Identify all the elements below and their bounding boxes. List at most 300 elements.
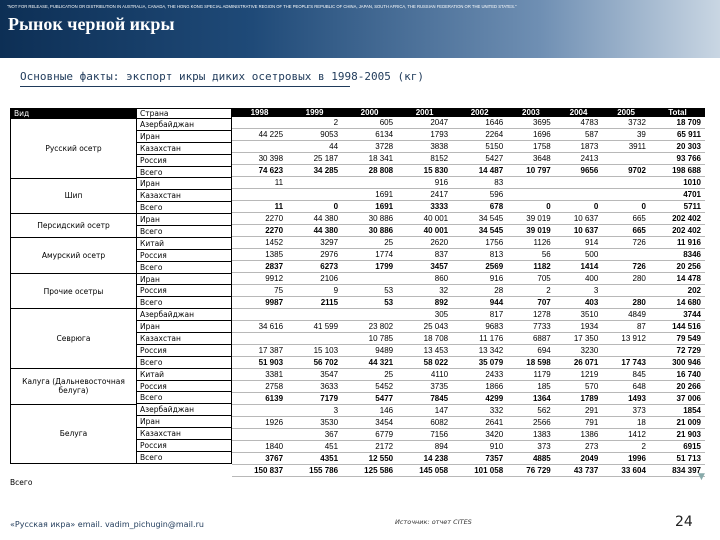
- grand-total-cell: 43 737: [555, 465, 603, 477]
- value-cell: 665: [602, 213, 650, 225]
- species-cell: Севрюга: [11, 308, 136, 368]
- value-cell: 570: [555, 381, 603, 393]
- value-cell: 3420: [452, 429, 507, 441]
- value-cell: 25 187: [287, 153, 342, 165]
- value-cell: 44: [287, 141, 342, 153]
- value-cell: [287, 309, 342, 321]
- value-cell: 3457: [397, 261, 452, 273]
- value-cell: 5427: [452, 153, 507, 165]
- value-cell: 21 009: [650, 417, 705, 429]
- subtotal-row: [232, 297, 705, 309]
- value-cell: 2: [507, 285, 555, 297]
- country-cell: Иран: [137, 130, 231, 142]
- value-cell: [602, 249, 650, 261]
- table-row: [232, 189, 705, 201]
- value-cell: 6779: [342, 429, 397, 441]
- table-row: [232, 309, 705, 321]
- value-cell: 0: [555, 201, 603, 213]
- value-cell: 3732: [602, 117, 650, 129]
- value-cell: 34 285: [287, 165, 342, 177]
- country-column: [137, 108, 232, 464]
- table-row: [232, 249, 705, 261]
- value-cell: 2270: [232, 213, 287, 225]
- value-cell: 65 911: [650, 129, 705, 141]
- value-cell: 14 238: [397, 453, 452, 465]
- value-cell: 202: [650, 285, 705, 297]
- value-cell: 13 342: [452, 345, 507, 357]
- grand-total-cell: 101 058: [452, 465, 507, 477]
- value-cell: 30 886: [342, 225, 397, 237]
- value-cell: 300 946: [650, 357, 705, 369]
- value-cell: 2172: [342, 441, 397, 453]
- species-cell: Калуга (Дальневосточная белуга): [11, 368, 136, 404]
- value-cell: [342, 309, 397, 321]
- country-cell: Азербайджан: [137, 118, 231, 130]
- country-cell: Россия: [137, 344, 231, 356]
- value-cell: 914: [555, 237, 603, 249]
- value-cell: [342, 273, 397, 285]
- year-header: 2003: [507, 108, 555, 117]
- value-cell: 2758: [232, 381, 287, 393]
- value-cell: 2417: [397, 189, 452, 201]
- value-cell: 53: [342, 285, 397, 297]
- scroll-down-icon[interactable]: ▼: [698, 472, 705, 482]
- value-cell: 3510: [555, 309, 603, 321]
- value-cell: 14 478: [650, 273, 705, 285]
- grand-total-cell: 155 786: [287, 465, 342, 477]
- value-cell: 93 766: [650, 153, 705, 165]
- value-cell: 15 103: [287, 345, 342, 357]
- country-cell: Всего: [137, 391, 231, 403]
- value-cell: 705: [507, 273, 555, 285]
- subtotal-row: [232, 357, 705, 369]
- value-cell: 1691: [342, 201, 397, 213]
- value-cell: 1840: [232, 441, 287, 453]
- value-cell: 1364: [507, 393, 555, 405]
- value-cell: 14 487: [452, 165, 507, 177]
- species-cell: Амурский осетр: [11, 237, 136, 273]
- value-cell: 6915: [650, 441, 705, 453]
- value-cell: 44 321: [342, 357, 397, 369]
- value-cell: 4299: [452, 393, 507, 405]
- country-cell: Россия: [137, 380, 231, 392]
- value-cell: 41 599: [287, 321, 342, 333]
- year-header: 2001: [397, 108, 452, 117]
- value-cell: 291: [555, 405, 603, 417]
- value-cell: [342, 177, 397, 189]
- value-cell: 860: [397, 273, 452, 285]
- year-header: 2005: [602, 108, 650, 117]
- value-cell: 1412: [602, 429, 650, 441]
- value-cell: 1696: [507, 129, 555, 141]
- value-cell: 144 516: [650, 321, 705, 333]
- value-cell: 892: [397, 297, 452, 309]
- value-cell: 39 019: [507, 225, 555, 237]
- value-cell: 1996: [602, 453, 650, 465]
- year-header: 1998: [232, 108, 287, 117]
- country-cell: Всего: [137, 225, 231, 237]
- subtitle: Основные факты: экспорт икры диких осетровых в 1998-2005 (кг): [20, 70, 424, 83]
- value-cell: 2837: [232, 261, 287, 273]
- value-cell: 280: [602, 273, 650, 285]
- value-cell: 1126: [507, 237, 555, 249]
- export-data-table: [232, 108, 705, 477]
- value-cell: 39 019: [507, 213, 555, 225]
- species-cell: Персидский осетр: [11, 213, 136, 237]
- value-cell: [555, 189, 603, 201]
- country-cell: Китай: [137, 368, 231, 380]
- value-cell: 20 256: [650, 261, 705, 273]
- year-header: Total: [650, 108, 705, 117]
- value-cell: 20 266: [650, 381, 705, 393]
- value-cell: 1758: [507, 141, 555, 153]
- value-cell: 11 916: [650, 237, 705, 249]
- subtotal-row: [232, 453, 705, 465]
- country-cell: Китай: [137, 237, 231, 249]
- value-cell: 373: [602, 405, 650, 417]
- value-cell: 3333: [397, 201, 452, 213]
- value-cell: 3728: [342, 141, 397, 153]
- table-row: [232, 429, 705, 441]
- value-cell: 18 341: [342, 153, 397, 165]
- value-cell: [602, 177, 650, 189]
- value-cell: 198 688: [650, 165, 705, 177]
- value-cell: 40 001: [397, 213, 452, 225]
- subtotal-row: [232, 201, 705, 213]
- value-cell: 147: [397, 405, 452, 417]
- country-cell: Всего: [137, 166, 231, 178]
- value-cell: 1452: [232, 237, 287, 249]
- value-cell: 9912: [232, 273, 287, 285]
- value-cell: 4701: [650, 189, 705, 201]
- value-cell: 34 545: [452, 225, 507, 237]
- table-row: [232, 213, 705, 225]
- value-cell: 1383: [507, 429, 555, 441]
- value-cell: 2115: [287, 297, 342, 309]
- value-cell: 4351: [287, 453, 342, 465]
- table-row: [232, 345, 705, 357]
- value-cell: 11: [232, 201, 287, 213]
- value-cell: 910: [452, 441, 507, 453]
- value-cell: 791: [555, 417, 603, 429]
- value-cell: 51 903: [232, 357, 287, 369]
- value-cell: 17 743: [602, 357, 650, 369]
- value-cell: 694: [507, 345, 555, 357]
- value-cell: 1793: [397, 129, 452, 141]
- value-cell: 605: [342, 117, 397, 129]
- grand-total-row: [232, 465, 705, 477]
- country-cell: Всего: [137, 261, 231, 273]
- species-cell: Русский осетр: [11, 118, 136, 178]
- value-cell: 0: [287, 201, 342, 213]
- value-cell: 403: [555, 297, 603, 309]
- page-number: 24: [675, 514, 693, 530]
- table-row: [232, 333, 705, 345]
- value-cell: 9702: [602, 165, 650, 177]
- species-cell: Шип: [11, 178, 136, 214]
- country-cell: Россия: [137, 284, 231, 296]
- value-cell: [602, 345, 650, 357]
- footer-contact: «Русская икра» email. vadim_pichugin@mail.ru: [10, 520, 204, 529]
- value-cell: [287, 177, 342, 189]
- value-cell: 4849: [602, 309, 650, 321]
- country-cell: Всего: [137, 296, 231, 308]
- table-row: [232, 285, 705, 297]
- value-cell: 3695: [507, 117, 555, 129]
- value-cell: 72 729: [650, 345, 705, 357]
- value-cell: 916: [397, 177, 452, 189]
- value-cell: 16 740: [650, 369, 705, 381]
- value-cell: 3230: [555, 345, 603, 357]
- value-cell: 1414: [555, 261, 603, 273]
- data-body: [232, 117, 705, 477]
- value-cell: 202 402: [650, 225, 705, 237]
- value-cell: 2: [602, 441, 650, 453]
- value-cell: 53: [342, 297, 397, 309]
- value-cell: 1866: [452, 381, 507, 393]
- value-cell: 5477: [342, 393, 397, 405]
- value-cell: 8346: [650, 249, 705, 261]
- subtotal-row: [232, 225, 705, 237]
- value-cell: 25: [342, 237, 397, 249]
- value-cell: 12 550: [342, 453, 397, 465]
- value-cell: 367: [287, 429, 342, 441]
- value-cell: 280: [602, 297, 650, 309]
- grand-total-cell: 125 586: [342, 465, 397, 477]
- subtotal-row: [232, 393, 705, 405]
- value-cell: 75: [232, 285, 287, 297]
- table-row: [232, 321, 705, 333]
- value-cell: 2976: [287, 249, 342, 261]
- grand-total-cell: 33 604: [602, 465, 650, 477]
- value-cell: 4783: [555, 117, 603, 129]
- grand-total-cell: 145 058: [397, 465, 452, 477]
- value-cell: 83: [452, 177, 507, 189]
- year-header: 2000: [342, 108, 397, 117]
- value-cell: 44 225: [232, 129, 287, 141]
- country-cell: Иран: [137, 320, 231, 332]
- value-cell: 3633: [287, 381, 342, 393]
- value-cell: [232, 309, 287, 321]
- value-cell: 74 623: [232, 165, 287, 177]
- country-cell: Россия: [137, 154, 231, 166]
- value-cell: 3911: [602, 141, 650, 153]
- value-cell: 40 001: [397, 225, 452, 237]
- value-cell: [232, 429, 287, 441]
- table-row: [232, 237, 705, 249]
- table-row: [232, 405, 705, 417]
- value-cell: 707: [507, 297, 555, 309]
- value-cell: 34 545: [452, 213, 507, 225]
- value-cell: 813: [452, 249, 507, 261]
- value-cell: 1756: [452, 237, 507, 249]
- value-cell: 6082: [397, 417, 452, 429]
- year-header: 1999: [287, 108, 342, 117]
- value-cell: 373: [507, 441, 555, 453]
- value-cell: 2047: [397, 117, 452, 129]
- value-cell: 18 708: [397, 333, 452, 345]
- value-cell: 25: [342, 369, 397, 381]
- value-cell: 10 797: [507, 165, 555, 177]
- value-cell: [507, 189, 555, 201]
- table-row: [232, 117, 705, 129]
- value-cell: 25 043: [397, 321, 452, 333]
- value-cell: 3767: [232, 453, 287, 465]
- value-cell: 18 709: [650, 117, 705, 129]
- value-cell: 3: [555, 285, 603, 297]
- value-cell: 678: [452, 201, 507, 213]
- value-cell: 14 680: [650, 297, 705, 309]
- value-cell: 28 808: [342, 165, 397, 177]
- value-cell: 30 398: [232, 153, 287, 165]
- value-cell: 596: [452, 189, 507, 201]
- value-cell: 9656: [555, 165, 603, 177]
- species-cell: Белуга: [11, 404, 136, 464]
- value-cell: 202 402: [650, 213, 705, 225]
- value-cell: [602, 153, 650, 165]
- value-cell: 2413: [555, 153, 603, 165]
- value-cell: [287, 333, 342, 345]
- value-cell: 2106: [287, 273, 342, 285]
- grand-total-cell: 834 397: [650, 465, 705, 477]
- country-cell: Всего: [137, 356, 231, 368]
- value-cell: 400: [555, 273, 603, 285]
- value-cell: 15 830: [397, 165, 452, 177]
- value-cell: 3297: [287, 237, 342, 249]
- value-cell: 56 702: [287, 357, 342, 369]
- value-cell: 451: [287, 441, 342, 453]
- value-cell: 146: [342, 405, 397, 417]
- value-cell: 18 598: [507, 357, 555, 369]
- value-cell: 9: [287, 285, 342, 297]
- value-cell: 1386: [555, 429, 603, 441]
- species-cell: Прочие осетры: [11, 273, 136, 309]
- value-cell: 0: [602, 201, 650, 213]
- value-cell: 7179: [287, 393, 342, 405]
- year-header: 2002: [452, 108, 507, 117]
- country-cell: Казахстан: [137, 189, 231, 201]
- value-cell: 39: [602, 129, 650, 141]
- value-cell: 1934: [555, 321, 603, 333]
- table-row: [232, 153, 705, 165]
- value-cell: 17 350: [555, 333, 603, 345]
- value-cell: 5711: [650, 201, 705, 213]
- value-cell: 5150: [452, 141, 507, 153]
- value-cell: 26 071: [555, 357, 603, 369]
- header-banner: [0, 0, 720, 58]
- country-cell: Казахстан: [137, 332, 231, 344]
- table-row: [232, 141, 705, 153]
- table-row: [232, 369, 705, 381]
- value-cell: 8152: [397, 153, 452, 165]
- value-cell: 32: [397, 285, 452, 297]
- footer-source: Источник: отчет CITES: [395, 518, 472, 526]
- value-cell: 817: [452, 309, 507, 321]
- country-cell: Казахстан: [137, 142, 231, 154]
- species-header: Вид: [11, 109, 136, 118]
- value-cell: 2566: [507, 417, 555, 429]
- value-cell: 2270: [232, 225, 287, 237]
- value-cell: 562: [507, 405, 555, 417]
- value-cell: 9683: [452, 321, 507, 333]
- value-cell: 2620: [397, 237, 452, 249]
- value-cell: 11 176: [452, 333, 507, 345]
- value-cell: [232, 117, 287, 129]
- value-cell: 1385: [232, 249, 287, 261]
- subtotal-row: [232, 261, 705, 273]
- value-cell: 726: [602, 237, 650, 249]
- value-cell: [232, 405, 287, 417]
- value-cell: [507, 177, 555, 189]
- value-cell: 1010: [650, 177, 705, 189]
- value-cell: 185: [507, 381, 555, 393]
- value-cell: 13 453: [397, 345, 452, 357]
- value-cell: [602, 285, 650, 297]
- value-cell: 587: [555, 129, 603, 141]
- value-cell: 3454: [342, 417, 397, 429]
- value-cell: 44 380: [287, 225, 342, 237]
- country-cell: Азербайджан: [137, 403, 231, 415]
- value-cell: 5452: [342, 381, 397, 393]
- country-cell: Иран: [137, 213, 231, 225]
- value-cell: 20 303: [650, 141, 705, 153]
- value-cell: [232, 333, 287, 345]
- value-cell: 10 637: [555, 225, 603, 237]
- value-cell: 2264: [452, 129, 507, 141]
- country-cell: Всего: [137, 451, 231, 463]
- value-cell: 3: [287, 405, 342, 417]
- value-cell: 4885: [507, 453, 555, 465]
- value-cell: 1774: [342, 249, 397, 261]
- value-cell: 1182: [507, 261, 555, 273]
- value-cell: 500: [555, 249, 603, 261]
- value-cell: [232, 189, 287, 201]
- value-cell: 87: [602, 321, 650, 333]
- disclaimer-text: "NOT FOR RELEASE, PUBLICATION OR DISTRIBUTION IN AUSTRALIA, CANADA, THE HONG KONG SPECIAL ADMINISTRATIVE REGION OF THE PEOPLE'S REPUBLIC OF CHINA, JAPAN, SOUTH AFRICA, THE RUSSIAN FEDERATION OR THE UNITED STATES.": [7, 4, 517, 9]
- value-cell: 3735: [397, 381, 452, 393]
- table-row: [232, 417, 705, 429]
- grand-total-cell: 150 837: [232, 465, 287, 477]
- value-cell: 1926: [232, 417, 287, 429]
- value-cell: [555, 177, 603, 189]
- value-cell: 6887: [507, 333, 555, 345]
- subtotal-row: [232, 165, 705, 177]
- value-cell: 837: [397, 249, 452, 261]
- value-cell: 0: [507, 201, 555, 213]
- country-header: Страна: [137, 109, 231, 118]
- value-cell: 7156: [397, 429, 452, 441]
- value-cell: 30 886: [342, 213, 397, 225]
- country-cell: Иран: [137, 273, 231, 285]
- value-cell: 2569: [452, 261, 507, 273]
- country-cell: Россия: [137, 439, 231, 451]
- table-row: [232, 273, 705, 285]
- value-cell: 1219: [555, 369, 603, 381]
- value-cell: 10 785: [342, 333, 397, 345]
- value-cell: 1854: [650, 405, 705, 417]
- value-cell: 1799: [342, 261, 397, 273]
- value-cell: 56: [507, 249, 555, 261]
- value-cell: 11: [232, 177, 287, 189]
- value-cell: 726: [602, 261, 650, 273]
- value-cell: 665: [602, 225, 650, 237]
- grand-total-label: Всего: [10, 478, 33, 487]
- value-cell: 894: [397, 441, 452, 453]
- value-cell: 6139: [232, 393, 287, 405]
- value-cell: 13 912: [602, 333, 650, 345]
- value-cell: 3547: [287, 369, 342, 381]
- value-cell: 17 387: [232, 345, 287, 357]
